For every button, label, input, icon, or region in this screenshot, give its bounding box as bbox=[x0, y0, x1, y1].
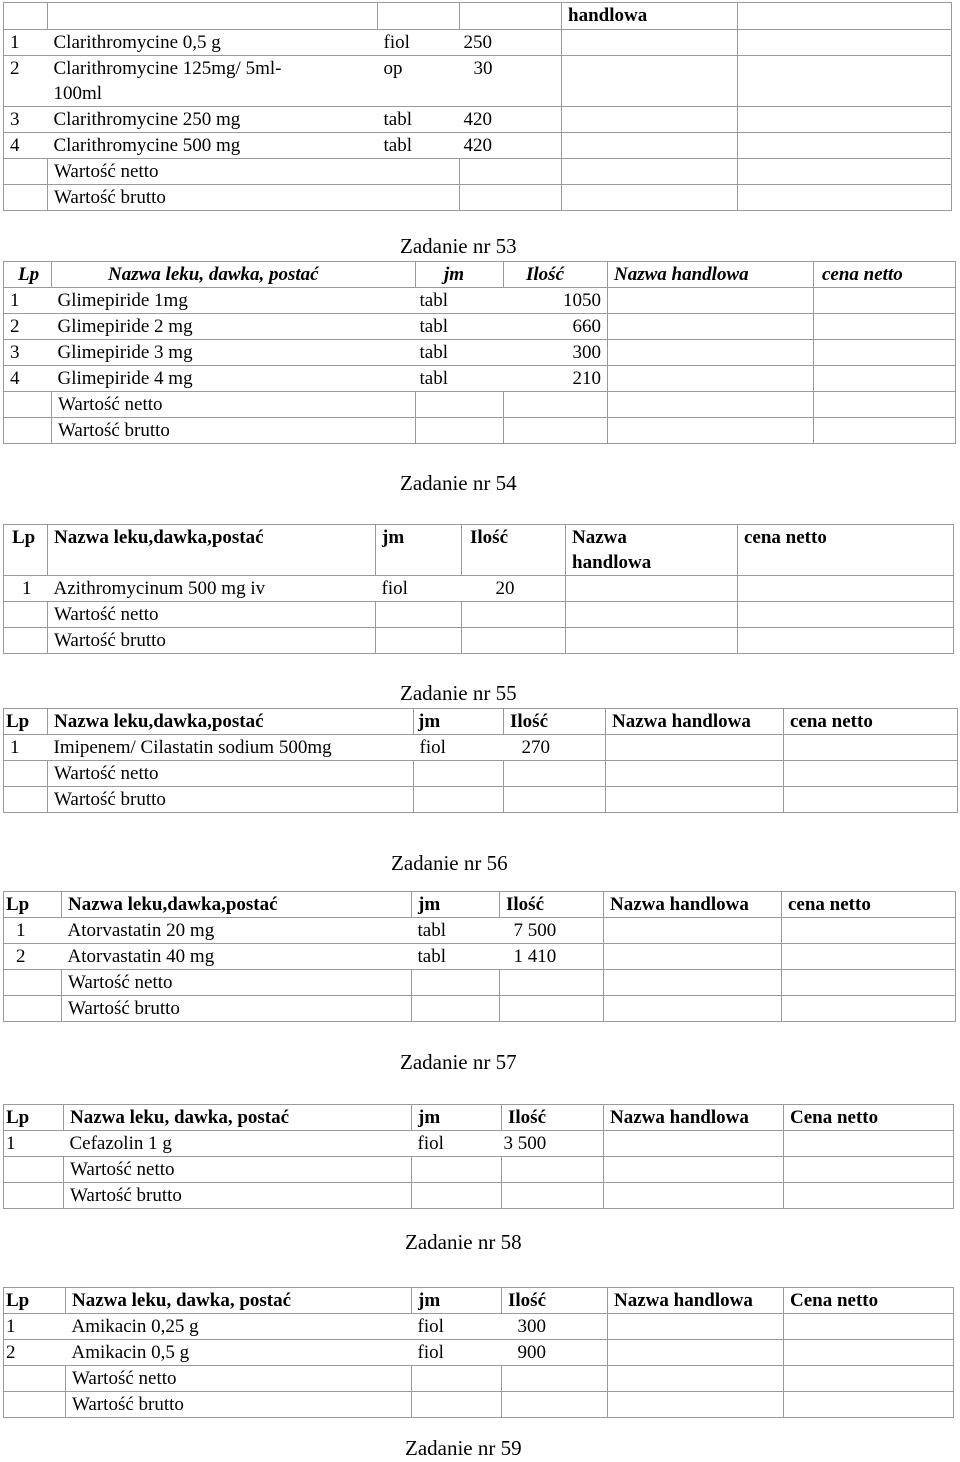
section-title-59: Zadanie nr 59 bbox=[405, 1436, 522, 1460]
netto-row: Wartość netto bbox=[4, 1157, 954, 1183]
table-56 bbox=[3, 891, 956, 1022]
section-title-56: Zadanie nr 56 bbox=[391, 851, 508, 875]
brutto-row: Wartość brutto bbox=[4, 418, 956, 444]
table-header: Lp Nazwa leku, dawka, postać jm Ilość Nazwa handlowa cena netto bbox=[4, 262, 956, 288]
table-header: Lp Nazwa leku,dawka,postać jm Ilość Nazwa handlowa cena netto bbox=[4, 709, 958, 735]
table-row: 4 Clarithromycine 500 mg tabl 420 bbox=[4, 133, 952, 159]
table-52 bbox=[3, 2, 952, 211]
table-57 bbox=[3, 1104, 954, 1209]
table-row: 1 Azithromycinum 500 mg iv fiol 20 bbox=[4, 576, 954, 602]
brutto-row: Wartość brutto bbox=[4, 1392, 954, 1418]
section-title-57: Zadanie nr 57 bbox=[400, 1050, 517, 1074]
header-trade-name-tail: handlowa bbox=[562, 3, 738, 30]
section-title-54: Zadanie nr 54 bbox=[400, 471, 517, 495]
table-row: 2 Glimepiride 2 mg tabl 660 bbox=[4, 314, 956, 340]
table-row: 1 Amikacin 0,25 g fiol 300 bbox=[4, 1314, 954, 1340]
netto-row: Wartość netto bbox=[4, 1366, 954, 1392]
table-58 bbox=[3, 1287, 954, 1418]
table-row: 1 Atorvastatin 20 mg tabl 7 500 bbox=[4, 918, 956, 944]
table-row: 4 Glimepiride 4 mg tabl 210 bbox=[4, 366, 956, 392]
table-55 bbox=[3, 708, 958, 813]
brutto-row: Wartość brutto bbox=[4, 628, 954, 654]
section-title-53: Zadanie nr 53 bbox=[400, 234, 517, 258]
table-header: Lp Nazwa leku,dawka,postać jm Ilość Nazwa handlowa cena netto bbox=[4, 525, 954, 576]
table-row: 1 Cefazolin 1 g fiol 3 500 bbox=[4, 1131, 954, 1157]
table-header: Lp Nazwa leku,dawka,postać jm Ilość Nazwa handlowa cena netto bbox=[4, 892, 956, 918]
section-title-58: Zadanie nr 58 bbox=[405, 1230, 522, 1254]
brutto-row: Wartość brutto bbox=[4, 996, 956, 1022]
table-row: 3 Clarithromycine 250 mg tabl 420 bbox=[4, 107, 952, 133]
brutto-row: Wartość brutto bbox=[4, 1183, 954, 1209]
netto-row: Wartość netto bbox=[4, 159, 952, 185]
netto-row: Wartość netto bbox=[4, 761, 958, 787]
table-row: 2 Atorvastatin 40 mg tabl 1 410 bbox=[4, 944, 956, 970]
table-header: Lp Nazwa leku, dawka, postać jm Ilość Nazwa handlowa Cena netto bbox=[4, 1288, 954, 1314]
table-53 bbox=[3, 261, 956, 444]
table-row: 3 Glimepiride 3 mg tabl 300 bbox=[4, 340, 956, 366]
table-header: Lp Nazwa leku, dawka, postać jm Ilość Nazwa handlowa Cena netto bbox=[4, 1105, 954, 1131]
table-row: 2 Amikacin 0,5 g fiol 900 bbox=[4, 1340, 954, 1366]
table-row: 1 Glimepiride 1mg tabl 1050 bbox=[4, 288, 956, 314]
section-title-55: Zadanie nr 55 bbox=[400, 681, 517, 705]
table-row: 1 Imipenem/ Cilastatin sodium 500mg fiol 270 bbox=[4, 735, 958, 761]
netto-row: Wartość netto bbox=[4, 970, 956, 996]
brutto-row: Wartość brutto bbox=[4, 185, 952, 211]
table-row: 1 Clarithromycine 0,5 g fiol 250 bbox=[4, 30, 952, 56]
brutto-row: Wartość brutto bbox=[4, 787, 958, 813]
netto-row: Wartość netto bbox=[4, 392, 956, 418]
netto-row: Wartość netto bbox=[4, 602, 954, 628]
table-54 bbox=[3, 524, 954, 654]
table-row: 2 Clarithromycine 125mg/ 5ml- 100ml op 30 bbox=[4, 56, 952, 107]
